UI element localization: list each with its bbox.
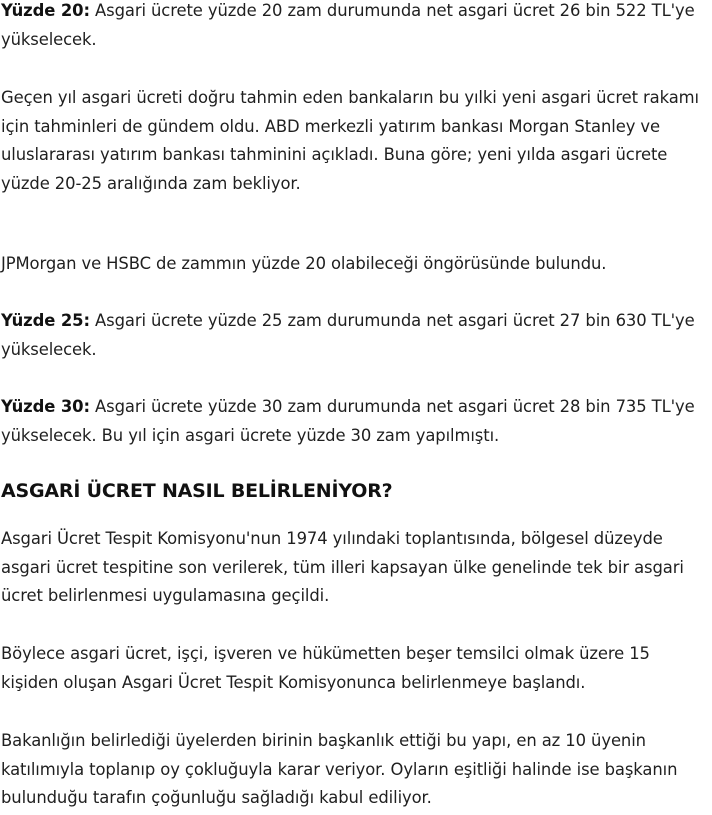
paragraph-text: Geçen yıl asgari ücreti doğru tahmin eden bankaların bu yılki yeni asgari ücret rakamı için tahminleri de gündem oldu. ABD merkezli yatırım bankası Morgan Stanley ve uluslararası yatırım bankası tahminini açıkladı. Buna göre; yeni yılda asgari ücrete yüzde 20-25 aralığında zam bekliyor. bbox=[1, 88, 699, 194]
paragraph-yuzde-30 bbox=[1, 393, 707, 450]
paragraph-text: Asgari ücrete yüzde 25 zam durumunda net asgari ücret 27 bin 630 TL'ye yükselecek. bbox=[1, 311, 695, 359]
paragraph-text: JPMorgan ve HSBC de zammın yüzde 20 olabileceği öngörüsünde bulundu. bbox=[1, 254, 607, 273]
paragraph-yuzde-20 bbox=[1, 0, 707, 54]
paragraph-commission-members bbox=[1, 640, 707, 697]
paragraph-commission-1974 bbox=[1, 525, 707, 611]
paragraph-text: Asgari ücrete yüzde 20 zam durumunda net asgari ücret 26 bin 522 TL'ye yükselecek. bbox=[1, 1, 695, 49]
paragraph-text: Asgari ücrete yüzde 30 zam durumunda net asgari ücret 28 bin 735 TL'ye yükselecek. Bu yıl için asgari ücrete yüzde 30 zam yapılmıştı. bbox=[1, 397, 695, 445]
paragraph-text: Bakanlığın belirlediği üyelerden birinin başkanlık ettiği bu yapı, en az 10 üyenin katılımıyla toplanıp oy çokluğuyla karar veriyor. Oyların eşitliği halinde ise başkanın bulunduğu tarafın çoğunluğu sağladığı kabul ediliyor. bbox=[1, 731, 678, 808]
paragraph-voting bbox=[1, 727, 707, 813]
paragraph-lead: Yüzde 20: bbox=[1, 1, 90, 20]
paragraph-text: Böylece asgari ücret, işçi, işveren ve hükümetten beşer temsilci olmak üzere 15 kişiden oluşan Asgari Ücret Tespit Komisyonunca belirlenmeye başlandı. bbox=[1, 644, 650, 692]
paragraph-lead: Yüzde 25: bbox=[1, 311, 90, 330]
paragraph-bank-forecasts bbox=[1, 84, 707, 199]
section-heading: ASGARİ ÜCRET NASIL BELİRLENİYOR? bbox=[1, 480, 393, 502]
paragraph-lead: Yüzde 30: bbox=[1, 397, 90, 416]
paragraph-jpmorgan-hsbc bbox=[1, 250, 707, 279]
paragraph-text: Asgari Ücret Tespit Komisyonu'nun 1974 yılındaki toplantısında, bölgesel düzeyde asgari ücret tespitine son verilerek, tüm illeri kapsayan ülke genelinde tek bir asgari ücret belirlenmesi uygulamasına geçildi. bbox=[1, 529, 684, 606]
paragraph-yuzde-25 bbox=[1, 307, 707, 364]
